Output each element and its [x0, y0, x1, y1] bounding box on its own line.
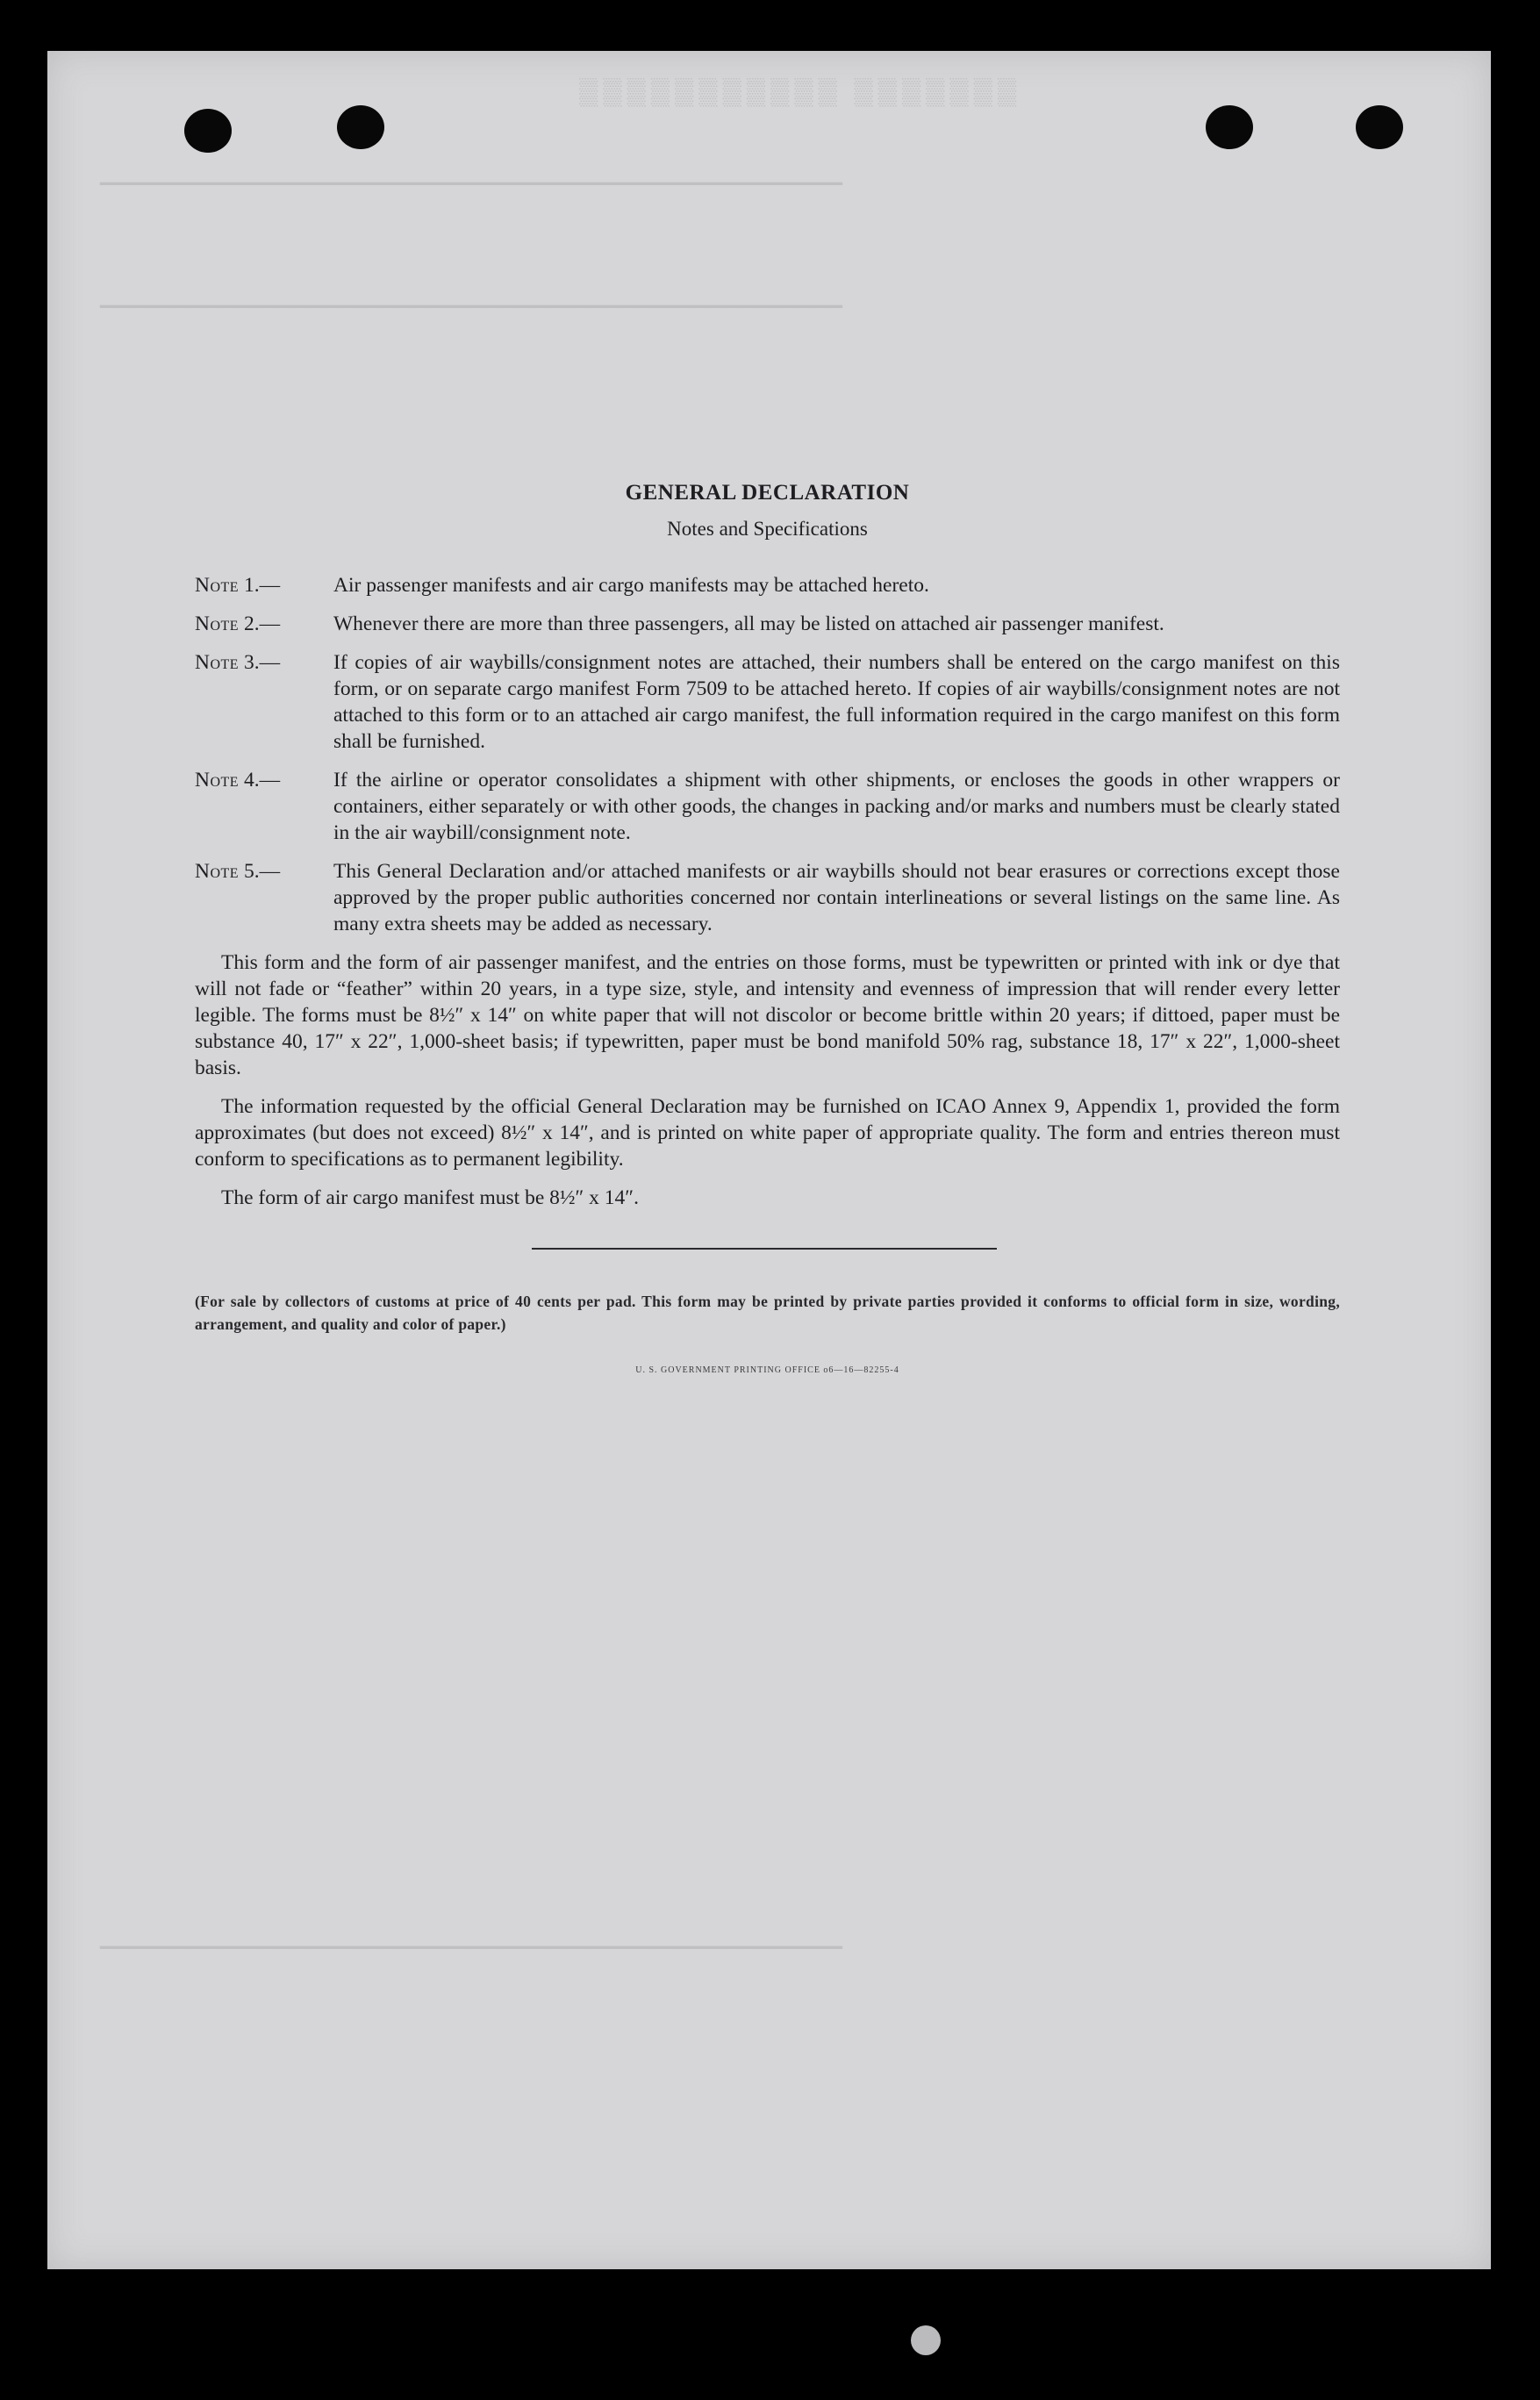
declaration-notes	[195, 481, 1340, 1375]
printer-imprint: U. S. GOVERNMENT PRINTING OFFICE o6—16—82255-4	[635, 1365, 899, 1375]
sale-notice: (For sale by collectors of customs at price of 40 cents per pad. This form may be printed by private parties provided it conforms to official form in size, wording, arrangement, and quality and color of paper.)	[195, 1293, 1340, 1333]
bleed-through-lines-3: ▔▔▔▔▔▔▔▔▔▔▔▔▔▔▔▔▔▔▔▔▔▔▔▔▔▔▔▔▔▔▔▔▔▔▔▔▔▔▔▔▔▔▔▔▔▔▔▔▔▔	[100, 1946, 842, 1968]
punch-hole-2	[337, 105, 384, 149]
punch-hole-3	[1206, 105, 1253, 149]
note-2	[195, 611, 1340, 637]
note-3-label: Note 3.—	[195, 651, 281, 674]
bleed-through-lines: ▔▔▔▔▔▔▔▔▔▔▔▔▔▔▔▔▔▔▔▔▔▔▔▔▔▔▔▔▔▔▔▔▔▔▔▔▔▔▔▔▔▔▔▔▔▔▔▔▔▔	[100, 183, 842, 204]
bleed-through-lines-2: ▔▔▔▔▔▔▔▔▔▔▔▔▔▔▔▔▔▔▔▔▔▔▔▔▔▔▔▔▔▔▔▔▔▔▔▔▔▔▔▔▔▔▔▔▔▔▔▔▔▔	[100, 305, 842, 327]
punch-hole-4	[1356, 105, 1403, 149]
form-title: GENERAL DECLARATION	[625, 481, 910, 505]
paragraph-legibility: This form and the form of air passenger manifest, and the entries on those forms, must be typewritten or printed with ink or dye that will not fade or “feather” within 20 years, in a type size, style, and intensity and evenness of impression that will render every letter legible. The forms must be 8½″ x 14″ on white paper that will not discolor or become brittle within 20 years; if dittoed, paper must be substance 40, 17″ x 22″, 1,000-sheet basis; if typewritten, paper must be bond manifold 50% rag, substance 18, 17″ x 22″, 1,000-sheet basis.	[195, 951, 1340, 1079]
note-2-text: Whenever there are more than three passengers, all may be listed on attached air passenger manifest.	[333, 613, 1164, 635]
note-1-text: Air passenger manifests and air cargo manifests may be attached hereto.	[333, 574, 929, 597]
note-2-label: Note 2.—	[195, 613, 281, 635]
paper-stain	[911, 2325, 941, 2355]
divider-rule	[532, 1248, 997, 1250]
note-4-label: Note 4.—	[195, 769, 281, 792]
bleed-through-header: ▒▒▒▒▒▒▒ ▒▒▒▒▒▒▒▒▒▒▒	[574, 77, 1017, 106]
note-1-label: Note 1.—	[195, 574, 281, 597]
note-3-text: If copies of air waybills/consignment notes are attached, their numbers shall be entered on the cargo manifest on this form, or on separate cargo manifest Form 7509 to be attached hereto. If copies of air waybills/consignment notes are not attached to this form or to an attached air cargo manifest, the full information required in the cargo manifest on this form shall be furnished.	[333, 651, 1340, 753]
note-4	[195, 767, 1340, 846]
note-5-label: Note 5.—	[195, 860, 281, 883]
punch-hole-1	[184, 109, 232, 153]
note-5	[195, 858, 1340, 937]
note-5-text: This General Declaration and/or attached manifests or air waybills should not bear erasures or corrections except those approved by the proper public authorities concerned nor contain interlineations or several listings on the same line. As many extra sheets may be added as necessary.	[333, 860, 1340, 935]
note-1	[195, 572, 1340, 598]
note-3	[195, 649, 1340, 755]
note-4-text: If the airline or operator consolidates a shipment with other shipments, or encloses the goods in other wrappers or containers, either separately or with other goods, the changes in packing and/or marks and numbers must be clearly stated in the air waybill/consignment note.	[333, 769, 1340, 844]
form-subtitle: Notes and Specifications	[667, 518, 868, 540]
paragraph-icao: The information requested by the official General Declaration may be furnished on ICAO Annex 9, Appendix 1, provided the form approximates (but does not exceed) 8½″ x 14″, and is printed on white paper of appropriate quality. The form and entries thereon must conform to specifications as to permanent legibility.	[195, 1095, 1340, 1171]
paragraph-cargo-size: The form of air cargo manifest must be 8½″ x 14″.	[221, 1186, 639, 1209]
